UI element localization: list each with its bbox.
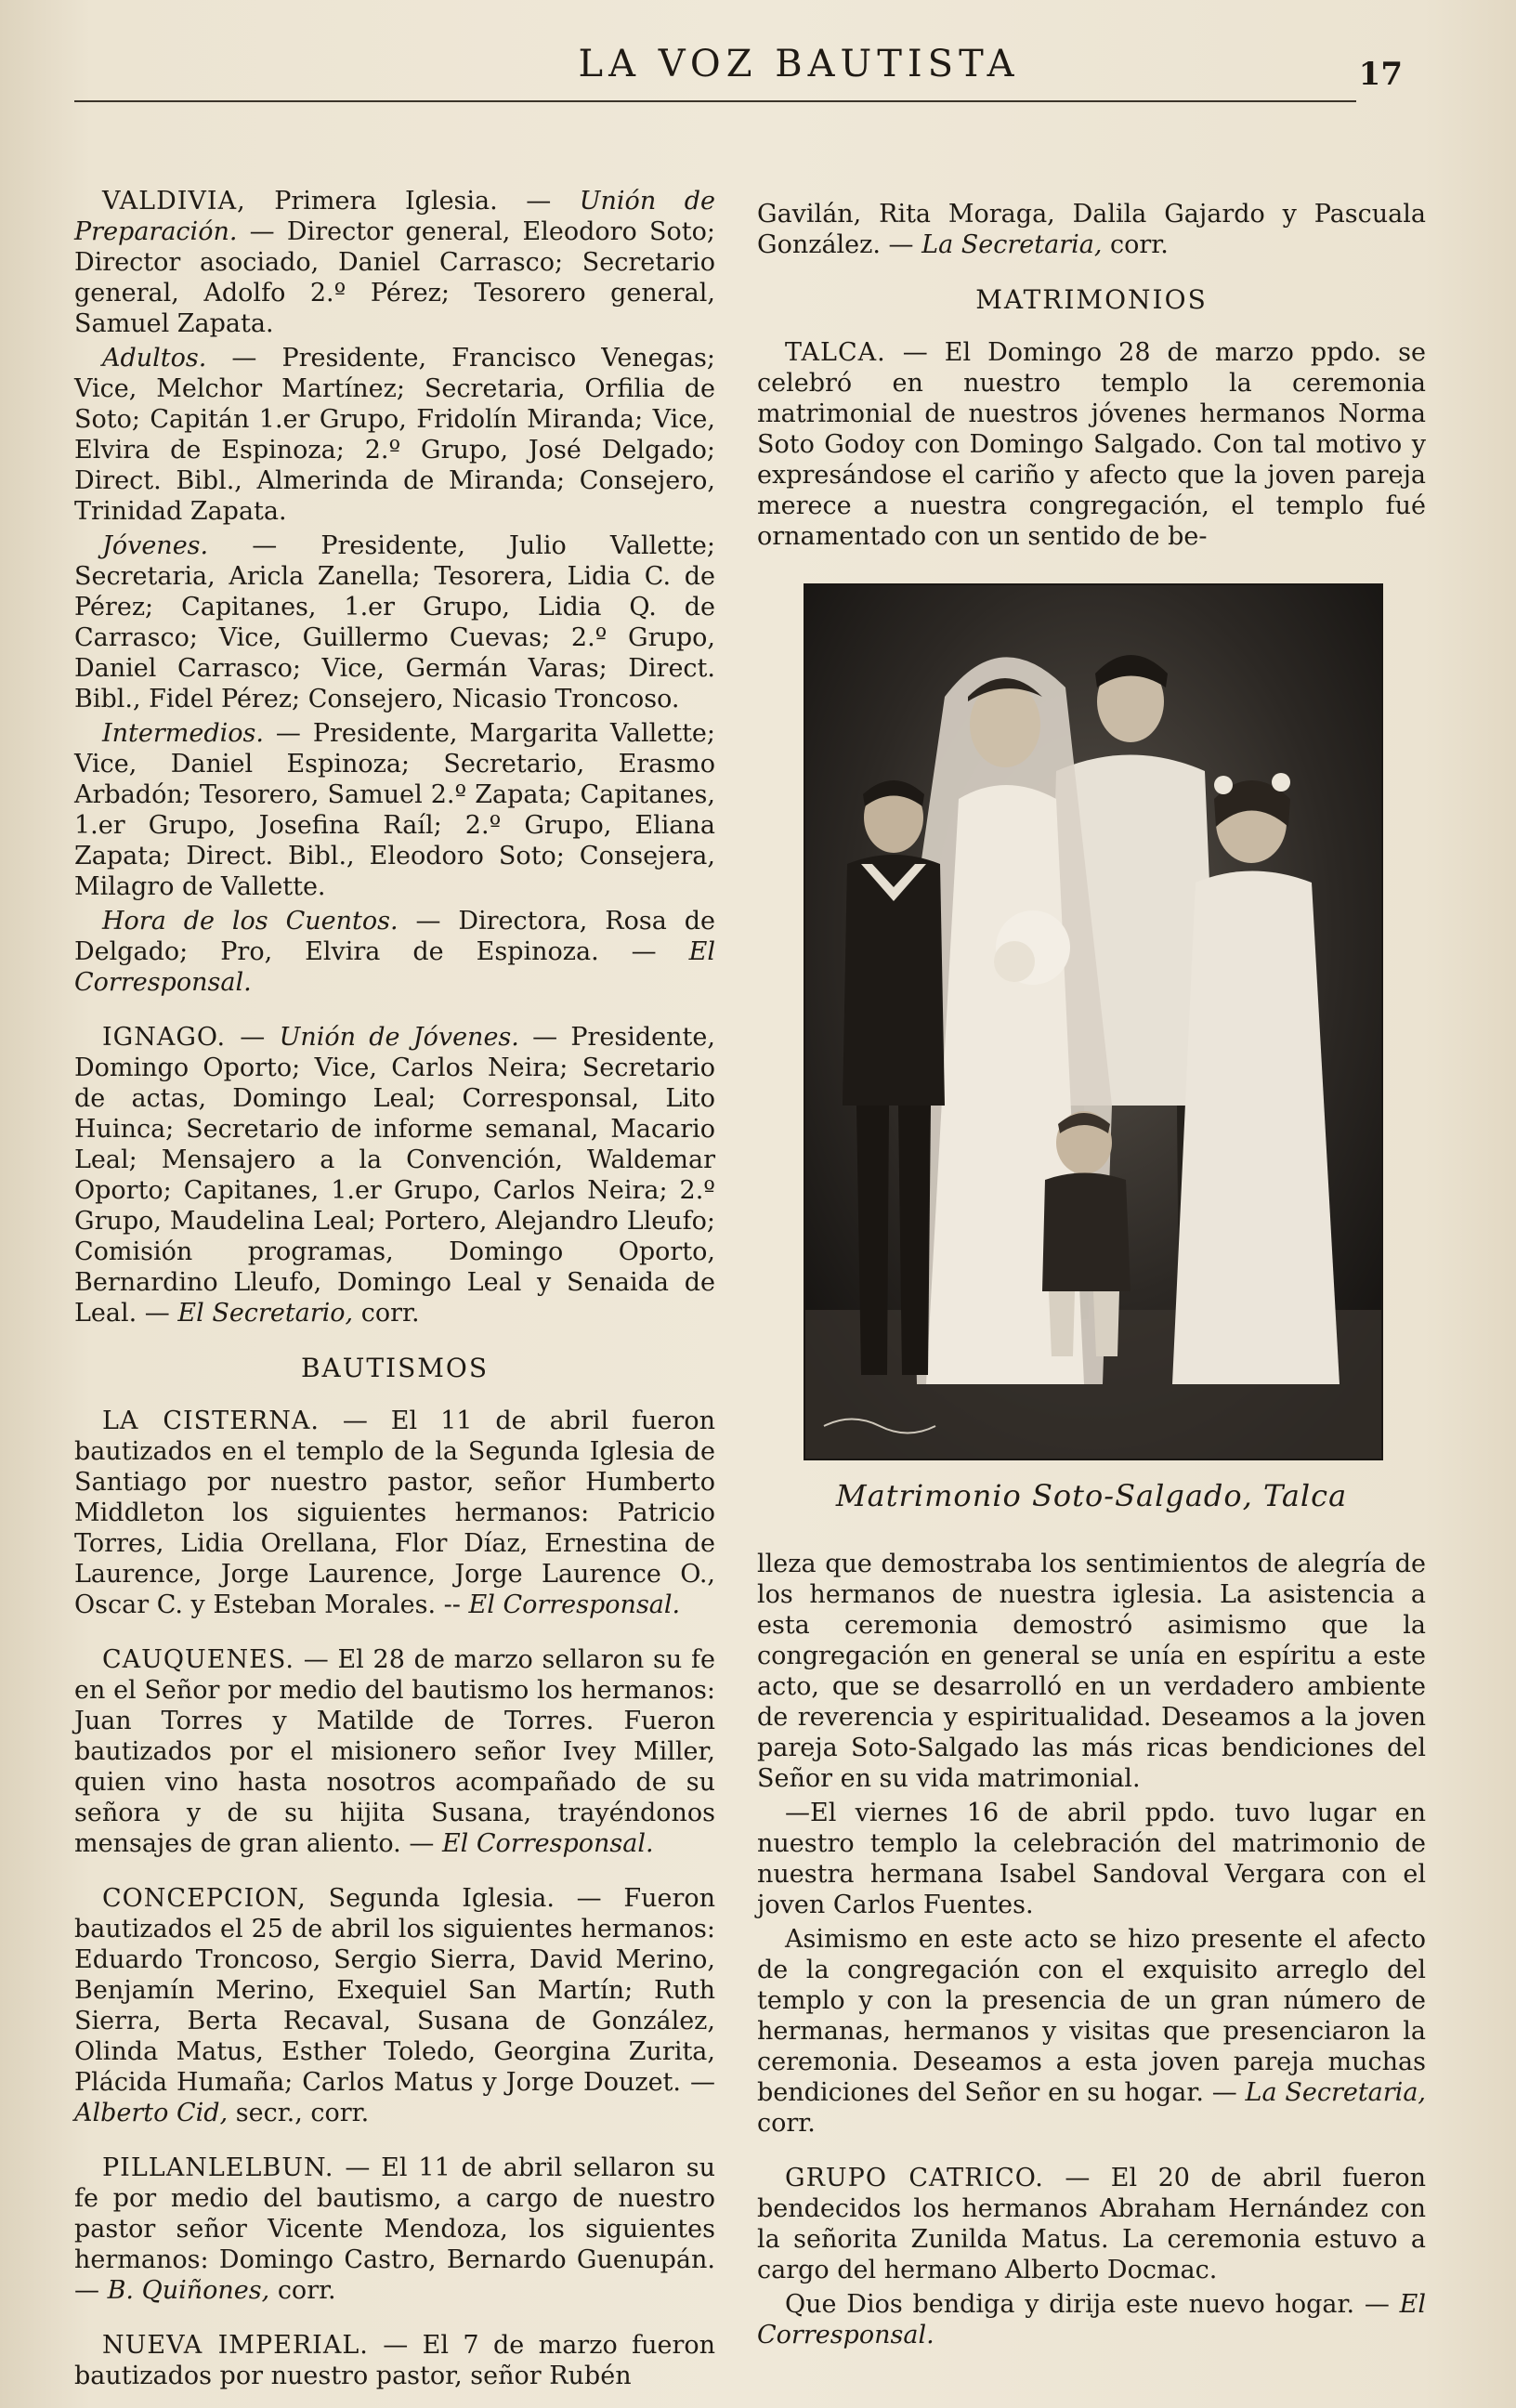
intermedios-label: Intermedios.	[102, 719, 264, 748]
running-title: LA VOZ BAUTISTA	[578, 43, 1020, 85]
pillanlelbun-place: PILLANLELBUN.	[102, 2153, 334, 2182]
adultos-label: Adultos.	[102, 344, 207, 373]
intermedios-entry	[74, 718, 715, 902]
cauquenes-signature: El Corresponsal.	[441, 1829, 654, 1858]
la-cisterna-signature: El Corresponsal.	[468, 1590, 681, 1619]
photo-caption: Matrimonio Soto-Salgado, Talca	[835, 1478, 1348, 1513]
page-header	[74, 37, 1421, 111]
asimismo-signature: La Secretaria,	[1245, 2078, 1426, 2107]
ignago-entry	[74, 1022, 715, 1328]
valdivia-place: VALDIVIA,	[102, 187, 246, 216]
cauquenes-text: — El 28 de marzo sellaron su fe en el Señor por medio del bautismo los hermanos: Juan Torres y Matilde de Torres. Fueron bautizados por el misionero señor Ivey Miller, quien vino hasta nosotros acompañado de su señora y de su hijita Susana, trayéndonos mensajes de gran aliento. —	[74, 1645, 715, 1858]
grupo-catrico-text: — El 20 de abril fueron bendecidos los hermanos Abraham Hernández con la señorita Zunilda Matus. La ceremonia estuvo a cargo del hermano Alberto Docmac.	[757, 2164, 1426, 2284]
concepcion-entry	[74, 1883, 715, 2128]
nueva-imperial-entry	[74, 2330, 715, 2391]
asimismo-suffix: corr.	[757, 2109, 816, 2138]
viernes-entry: —El viernes 16 de abril ppdo. tuvo lugar en nuestro templo la celebración del matrimonio de nuestra hermana Isabel Sandoval Vergara con el joven Carlos Fuentes.	[757, 1799, 1426, 1919]
ignago-text: — Presidente, Domingo Oporto; Vice, Carlos Neira; Secretario de actas, Domingo Leal; Corresponsal, Lito Huinca; Secretario de informe semanal, Macario Leal; Mensajero a la Convención, Waldemar Oporto; Capitanes, 1.er Grupo, Carlos Neira; 2.º Grupo, Maudelina Leal; Portero, Alejandro Lleufo; Comisión programas, Domingo Oporto, Bernardino Lleufo, Domingo Leal y Senaida de Leal. —	[74, 1023, 715, 1328]
continuation-entry	[757, 199, 1426, 260]
valdivia-text: — Director general, Eleodoro Soto; Director asociado, Daniel Carrasco; Secretario general, Adolfo 2.º Pérez; Tesorero general, Samuel Zapata.	[74, 217, 716, 338]
hora-entry	[74, 906, 715, 998]
hora-text: — Directora, Rosa de Delgado; Pro, Elvira de Espinoza. —	[74, 907, 715, 966]
hora-label: Hora de los Cuentos.	[102, 907, 399, 936]
grupo-catrico-place: GRUPO CATRICO.	[785, 2164, 1044, 2192]
right-column	[757, 199, 1426, 2354]
matrimonios-heading: MATRIMONIOS	[975, 284, 1208, 315]
page-number: 17	[1358, 56, 1403, 93]
pillanlelbun-text: — El 11 de abril sellaron su fe por medio del bautismo, a cargo de nuestro pastor señor Vicente Mendoza, los siguientes hermanos: Domingo Castro, Bernardo Guenupán. —	[74, 2153, 715, 2305]
asimismo-entry	[757, 1924, 1426, 2139]
la-cisterna-text: — El 11 de abril fueron bautizados en el templo de la Segunda Iglesia de Santiago por nuestro pastor, señor Humberto Middleton los siguientes hermanos: Patricio Torres, Lidia Orellana, Flor Díaz, Ernestina de Laurence, Jorge Laurence, Jorge Laurence O., Oscar C. y Esteban Morales. --	[74, 1407, 715, 1619]
la-cisterna-entry	[74, 1406, 715, 1620]
grupo-catrico-closing-text: Que Dios bendiga y dirija este nuevo hogar. —	[785, 2290, 1390, 2319]
hora-signature: El Corresponsal.	[74, 937, 715, 997]
pillanlelbun-signature: B. Quiñones,	[107, 2276, 270, 2305]
jovenes-entry	[74, 530, 715, 714]
talca-continuation: lleza que demostraba los sentimientos de alegría de los hermanos de nuestra iglesia. La asistencia a esta ceremonia demostró asimismo que la congregación en general se unía en espíritu a este acto, que se desarrolló en un verdadero ambiente de reverencia y espiritualidad. Deseamos a la joven pareja Soto-Salgado las más ricas bendiciones del Señor en su vida matrimonial.	[757, 1550, 1426, 1793]
adultos-text: — Presidente, Francisco Venegas; Vice, Melchor Martínez; Secretaria, Orfilia de Soto; Capitán 1.er Grupo, Fridolín Miranda; Vice, Elvira de Espinoza; 2.º Grupo, José Delgado; Direct. Bibl., Almerinda de Miranda; Consejero, Trinidad Zapata.	[74, 344, 715, 526]
nueva-imperial-place: NUEVA IMPERIAL.	[102, 2331, 369, 2360]
bautismos-heading: BAUTISMOS	[300, 1353, 490, 1383]
ignago-group: Unión de Jóvenes.	[279, 1023, 519, 1052]
la-cisterna-place: LA CISTERNA.	[102, 1407, 320, 1435]
grupo-catrico-signature: El Corresponsal.	[757, 2290, 1426, 2349]
wedding-photo	[804, 583, 1383, 1460]
ignago-suffix: corr.	[360, 1299, 420, 1328]
concepcion-signature: Alberto Cid,	[74, 2099, 229, 2127]
continuation-suffix: corr.	[1110, 230, 1169, 259]
cauquenes-place: CAUQUENES.	[102, 1645, 294, 1674]
grupo-catrico-closing	[757, 2289, 1426, 2350]
continuation-signature: La Secretaria,	[921, 230, 1103, 259]
ignago-place: IGNAGO. —	[102, 1023, 267, 1052]
valdivia-lead: Primera Iglesia. —	[274, 187, 552, 216]
valdivia-group: Unión de Preparación.	[74, 187, 715, 246]
nueva-imperial-text: — El 7 de marzo fueron bautizados por nuestro pastor, señor Rubén	[74, 2331, 715, 2390]
intermedios-text: — Presidente, Margarita Vallette; Vice, Daniel Espinoza; Secretario, Erasmo Arbadón; Tesorero, Samuel 2.º Zapata; Capitanes, 1.er Grupo, Josefina Raíl; 2.º Grupo, Eliana Zapata; Direct. Bibl., Eleodoro Soto; Consejera, Milagro de Vallette.	[74, 719, 715, 901]
wedding-photo-illustration	[805, 585, 1381, 1459]
grupo-catrico-entry	[757, 2163, 1426, 2285]
talca-text: — El Domingo 28 de marzo ppdo. se celebró en nuestro templo la ceremonia matrimonial de nuestros jóvenes hermanos Norma Soto Godoy con Domingo Salgado. Con tal motivo y expresándose el cariño y afecto que la joven pareja merece a nuestra congregación, el templo fué ornamentado con un sentido de be-	[757, 338, 1426, 551]
concepcion-place: CONCEPCION,	[102, 1884, 307, 1913]
left-column	[74, 186, 715, 2395]
asimismo-text: Asimismo en este acto se hizo presente el afecto de la congregación con el exquisito arreglo del templo y con la presencia de un gran número de hermanas, hermanos y visitas que presenciaron la ceremonia. Deseamos a esta joven pareja muchas bendiciones del Señor en su hogar. —	[757, 1925, 1426, 2107]
talca-entry	[757, 337, 1426, 552]
ignago-signature: El Secretario,	[177, 1299, 354, 1328]
header-rule	[74, 100, 1356, 102]
jovenes-label: Jóvenes.	[102, 531, 209, 560]
cauquenes-entry	[74, 1644, 715, 1859]
talca-place: TALCA.	[785, 338, 886, 367]
wedding-photo-block	[804, 583, 1379, 1512]
concepcion-text: Segunda Iglesia. — Fueron bautizados el 25 de abril los siguientes hermanos: Eduardo Troncoso, Sergio Sierra, David Merino, Benjamín Merino, Exequiel San Martín; Ruth Sierra, Berta Recaval, Susana de González, Olinda Matus, Esther Toledo, Georgina Zurita, Plácida Humaña; Carlos Matus y Jorge Douzet. —	[74, 1884, 715, 2097]
pillanlelbun-entry	[74, 2153, 715, 2306]
adultos-entry	[74, 343, 715, 527]
continuation-text: Gavilán, Rita Moraga, Dalila Gajardo y Pascuala González. —	[757, 200, 1426, 259]
concepcion-suffix: secr., corr.	[235, 2099, 370, 2127]
valdivia-entry	[74, 186, 715, 339]
jovenes-text: — Presidente, Julio Vallette; Secretaria, Aricla Zanella; Tesorera, Lidia C. de Pérez; Capitanes, 1.er Grupo, Lidia Q. de Carrasco; Vice, Guillermo Cuevas; 2.º Grupo, Daniel Carrasco; Vice, Germán Varas; Direct. Bibl., Fidel Pérez; Consejero, Nicasio Troncoso.	[74, 531, 716, 713]
pillanlelbun-suffix: corr.	[277, 2276, 336, 2305]
